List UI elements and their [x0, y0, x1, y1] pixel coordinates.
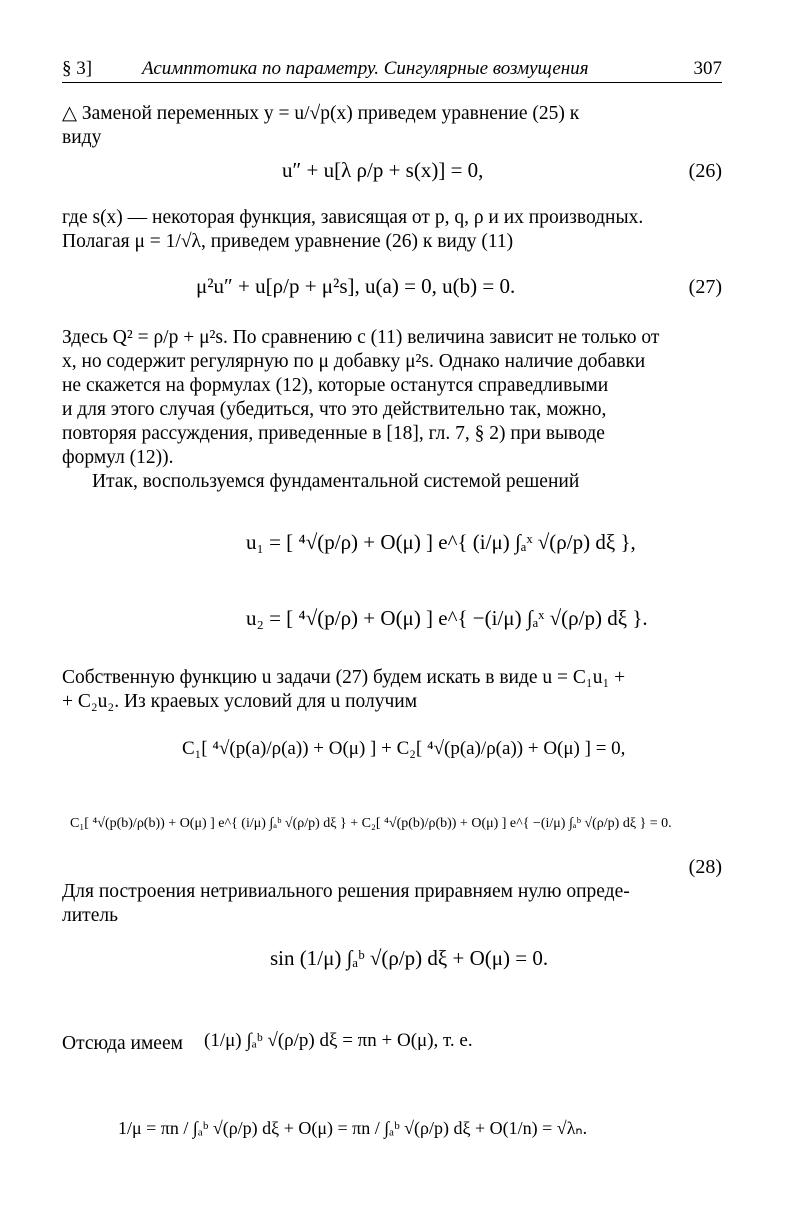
- equation-u2: u₂ = [ ⁴√(p/ρ) + O(μ) ] e^{ −(i/μ) ∫ₐˣ √(ρ/p) dξ }.: [246, 606, 648, 630]
- equation-final: 1/μ = πn / ∫ₐᵇ √(ρ/p) dξ + O(μ) = πn / ∫ₐᵇ √(ρ/p) dξ + O(1/n) = √λₙ.: [118, 1118, 588, 1138]
- paragraph-line: Итак, воспользуемся фундаментальной системой решений: [92, 471, 580, 492]
- equation-hence: (1/μ) ∫ₐᵇ √(ρ/p) dξ = πn + O(μ), т. е.: [204, 1030, 473, 1051]
- chapter-title: Асимптотика по параметру. Сингулярные возмущения: [142, 58, 589, 79]
- equation-boundary-a: C₁[ ⁴√(p(a)/ρ(a)) + O(μ) ] + C₂[ ⁴√(p(a)/ρ(a)) + O(μ) ] = 0,: [182, 738, 626, 759]
- paragraph-line: Отсюда имеем: [62, 1033, 183, 1054]
- paragraph-line: + C₂u₂. Из краевых условий для u получим: [62, 691, 418, 712]
- paragraph-line: x, но содержит регулярную по μ добавку μ²s. Однако наличие добавки: [62, 351, 646, 372]
- paragraph-line: литель: [62, 905, 118, 926]
- paragraph-line: Для построения нетривиального решения приравняем нулю опреде-: [62, 881, 630, 902]
- equation-number: (26): [688, 160, 722, 182]
- paragraph-line: Собственную функцию u задачи (27) будем искать в виде u = C₁u₁ +: [62, 667, 626, 688]
- paragraph-line: виду: [62, 127, 102, 148]
- running-header: [62, 58, 722, 84]
- paragraph-line: Здесь Q² = ρ/p + μ²s. По сравнению с (11) величина зависит не только от: [62, 327, 660, 348]
- paragraph-line: и для этого случая (убедиться, что это действительно так, можно,: [62, 399, 607, 420]
- equation-u1: u₁ = [ ⁴√(p/ρ) + O(μ) ] e^{ (i/μ) ∫ₐˣ √(ρ/p) dξ },: [246, 530, 636, 554]
- equation-27: μ²u″ + u[ρ/p + μ²s], u(a) = 0, u(b) = 0.: [196, 274, 516, 298]
- paragraph-line: △ Заменой переменных y = u/√p(x) приведем уравнение (25) к: [62, 103, 580, 124]
- paragraph-line: повторяя рассуждения, приведенные в [18], гл. 7, § 2) при выводе: [62, 423, 605, 444]
- equation-number: (28): [688, 856, 722, 878]
- paragraph-line: где s(x) — некоторая функция, зависящая от p, q, ρ и их производных.: [62, 207, 644, 228]
- equation-26: u″ + u[λ ρ/p + s(x)] = 0,: [282, 158, 484, 182]
- paragraph-line: не скажется на формулах (12), которые останутся справедливыми: [62, 375, 609, 396]
- section-marker: § 3]: [62, 58, 93, 79]
- paragraph-line: формул (12)).: [62, 447, 174, 468]
- equation-number: (27): [688, 276, 722, 298]
- header-rule: [62, 82, 722, 83]
- equation-determinant: sin (1/μ) ∫ₐᵇ √(ρ/p) dξ + O(μ) = 0.: [270, 946, 549, 970]
- paragraph-line: Полагая μ = 1/√λ, приведем уравнение (26) к виду (11): [62, 231, 514, 252]
- page-number: 307: [693, 58, 722, 79]
- equation-boundary-b: C₁[ ⁴√(p(b)/ρ(b)) + O(μ) ] e^{ (i/μ) ∫ₐᵇ √(ρ/p) dξ } + C₂[ ⁴√(p(b)/ρ(b)) + O(μ) ] e^{ −(i/μ) ∫ₐᵇ √(ρ/p) dξ } = 0.: [70, 816, 672, 831]
